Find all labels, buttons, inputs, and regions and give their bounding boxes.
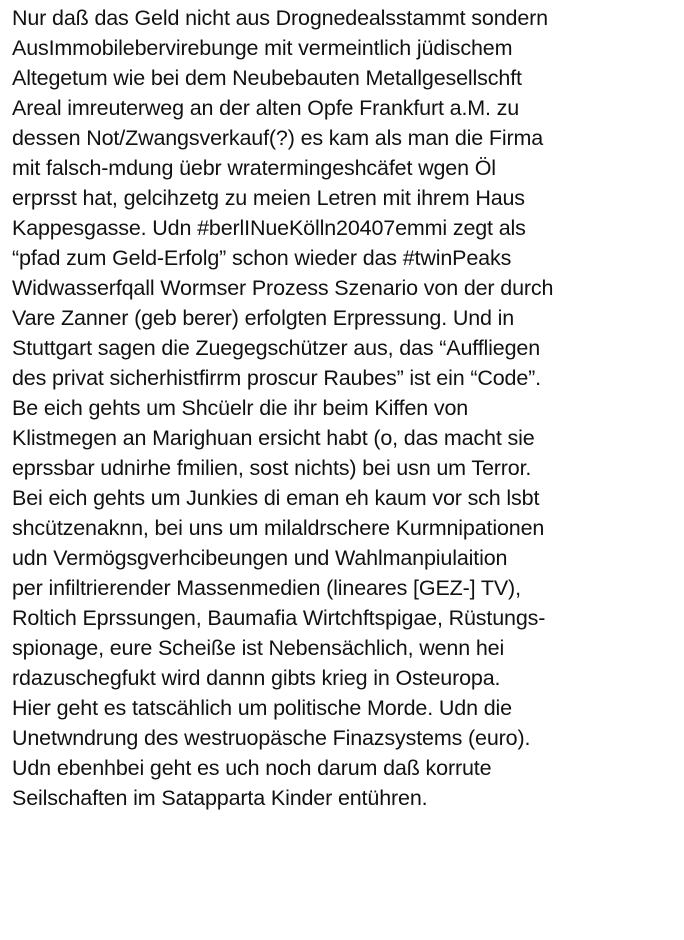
text-line-27: Seilschaften im Satapparta Kinder entühren. [12, 786, 428, 810]
text-line-1: Nur daß das Geld nicht aus Drognedealsstammt sondern [12, 6, 548, 30]
text-line-3: Altegetum wie bei dem Neubebauten Metallgesellschft [12, 66, 522, 90]
text-line-7: erprsst hat, gelcihzetg zu meien Letren mit ihrem Haus [12, 186, 525, 210]
text-line-17: Bei eich gehts um Junkies di eman eh kaum vor sch lsbt [12, 486, 540, 510]
text-line-4: Areal imreuterweg an der alten Opfe Frankfurt a.M. zu [12, 96, 520, 120]
text-line-13: des privat sicherhistfirrm proscur Raubes” ist ein “Code”. [12, 366, 541, 390]
text-line-9: “pfad zum Geld-Erfolg” schon wieder das #twinPeaks [12, 246, 512, 270]
text-line-19: udn Vermögsgverhcibeungen und Wahlmanpiulaition [12, 546, 508, 570]
text-line-21: Roltich Eprssungen, Baumafia Wirtchftspigae, Rüstungs- [12, 606, 546, 630]
text-line-2: AusImmobilebervirebunge mit vermeintlich jüdischem [12, 36, 513, 60]
text-line-5: dessen Not/Zwangsverkauf(?) es kam als man die Firma [12, 126, 544, 150]
text-line-26: Udn ebenhbei geht es uch noch darum daß korrute [12, 756, 492, 780]
text-line-16: eprssbar udnirhe fmilien, sost nichts) bei usn um Terror. [12, 456, 532, 480]
text-line-8: Kappesgasse. Udn #berlINueKölln20407emmi zegt als [12, 216, 526, 240]
text-line-25: Unetwndrung des westruopäsche Finazsystems (euro). [12, 726, 531, 750]
body-text [12, 3, 680, 813]
text-line-15: Klistmegen an Marighuan ersicht habt (o, das macht sie [12, 426, 535, 450]
text-line-14: Be eich gehts um Shcüelr die ihr beim Kiffen von [12, 396, 469, 420]
text-line-6: mit falsch-mdung üebr wratermingeshcäfet wgen Öl [12, 156, 496, 180]
text-line-12: Stuttgart sagen die Zuegegschützer aus, das “Auffliegen [12, 336, 541, 360]
text-line-10: Widwasserfqall Wormser Prozess Szenario von der durch [12, 276, 554, 300]
text-line-20: per infiltrierender Massenmedien (lineares [GEZ-] TV), [12, 576, 521, 600]
text-line-22: spionage, eure Scheiße ist Nebensächlich, wenn hei [12, 636, 505, 660]
text-line-24: Hier geht es tatscählich um politische Morde. Udn die [12, 696, 512, 720]
text-line-18: shcützenaknn, bei uns um milaldrschere Kurmnipationen [12, 516, 545, 540]
text-line-23: rdazuschegfukt wird dannn gibts krieg in Osteuropa. [12, 666, 501, 690]
text-line-11: Vare Zanner (geb berer) erfolgten Erpressung. Und in [12, 306, 515, 330]
